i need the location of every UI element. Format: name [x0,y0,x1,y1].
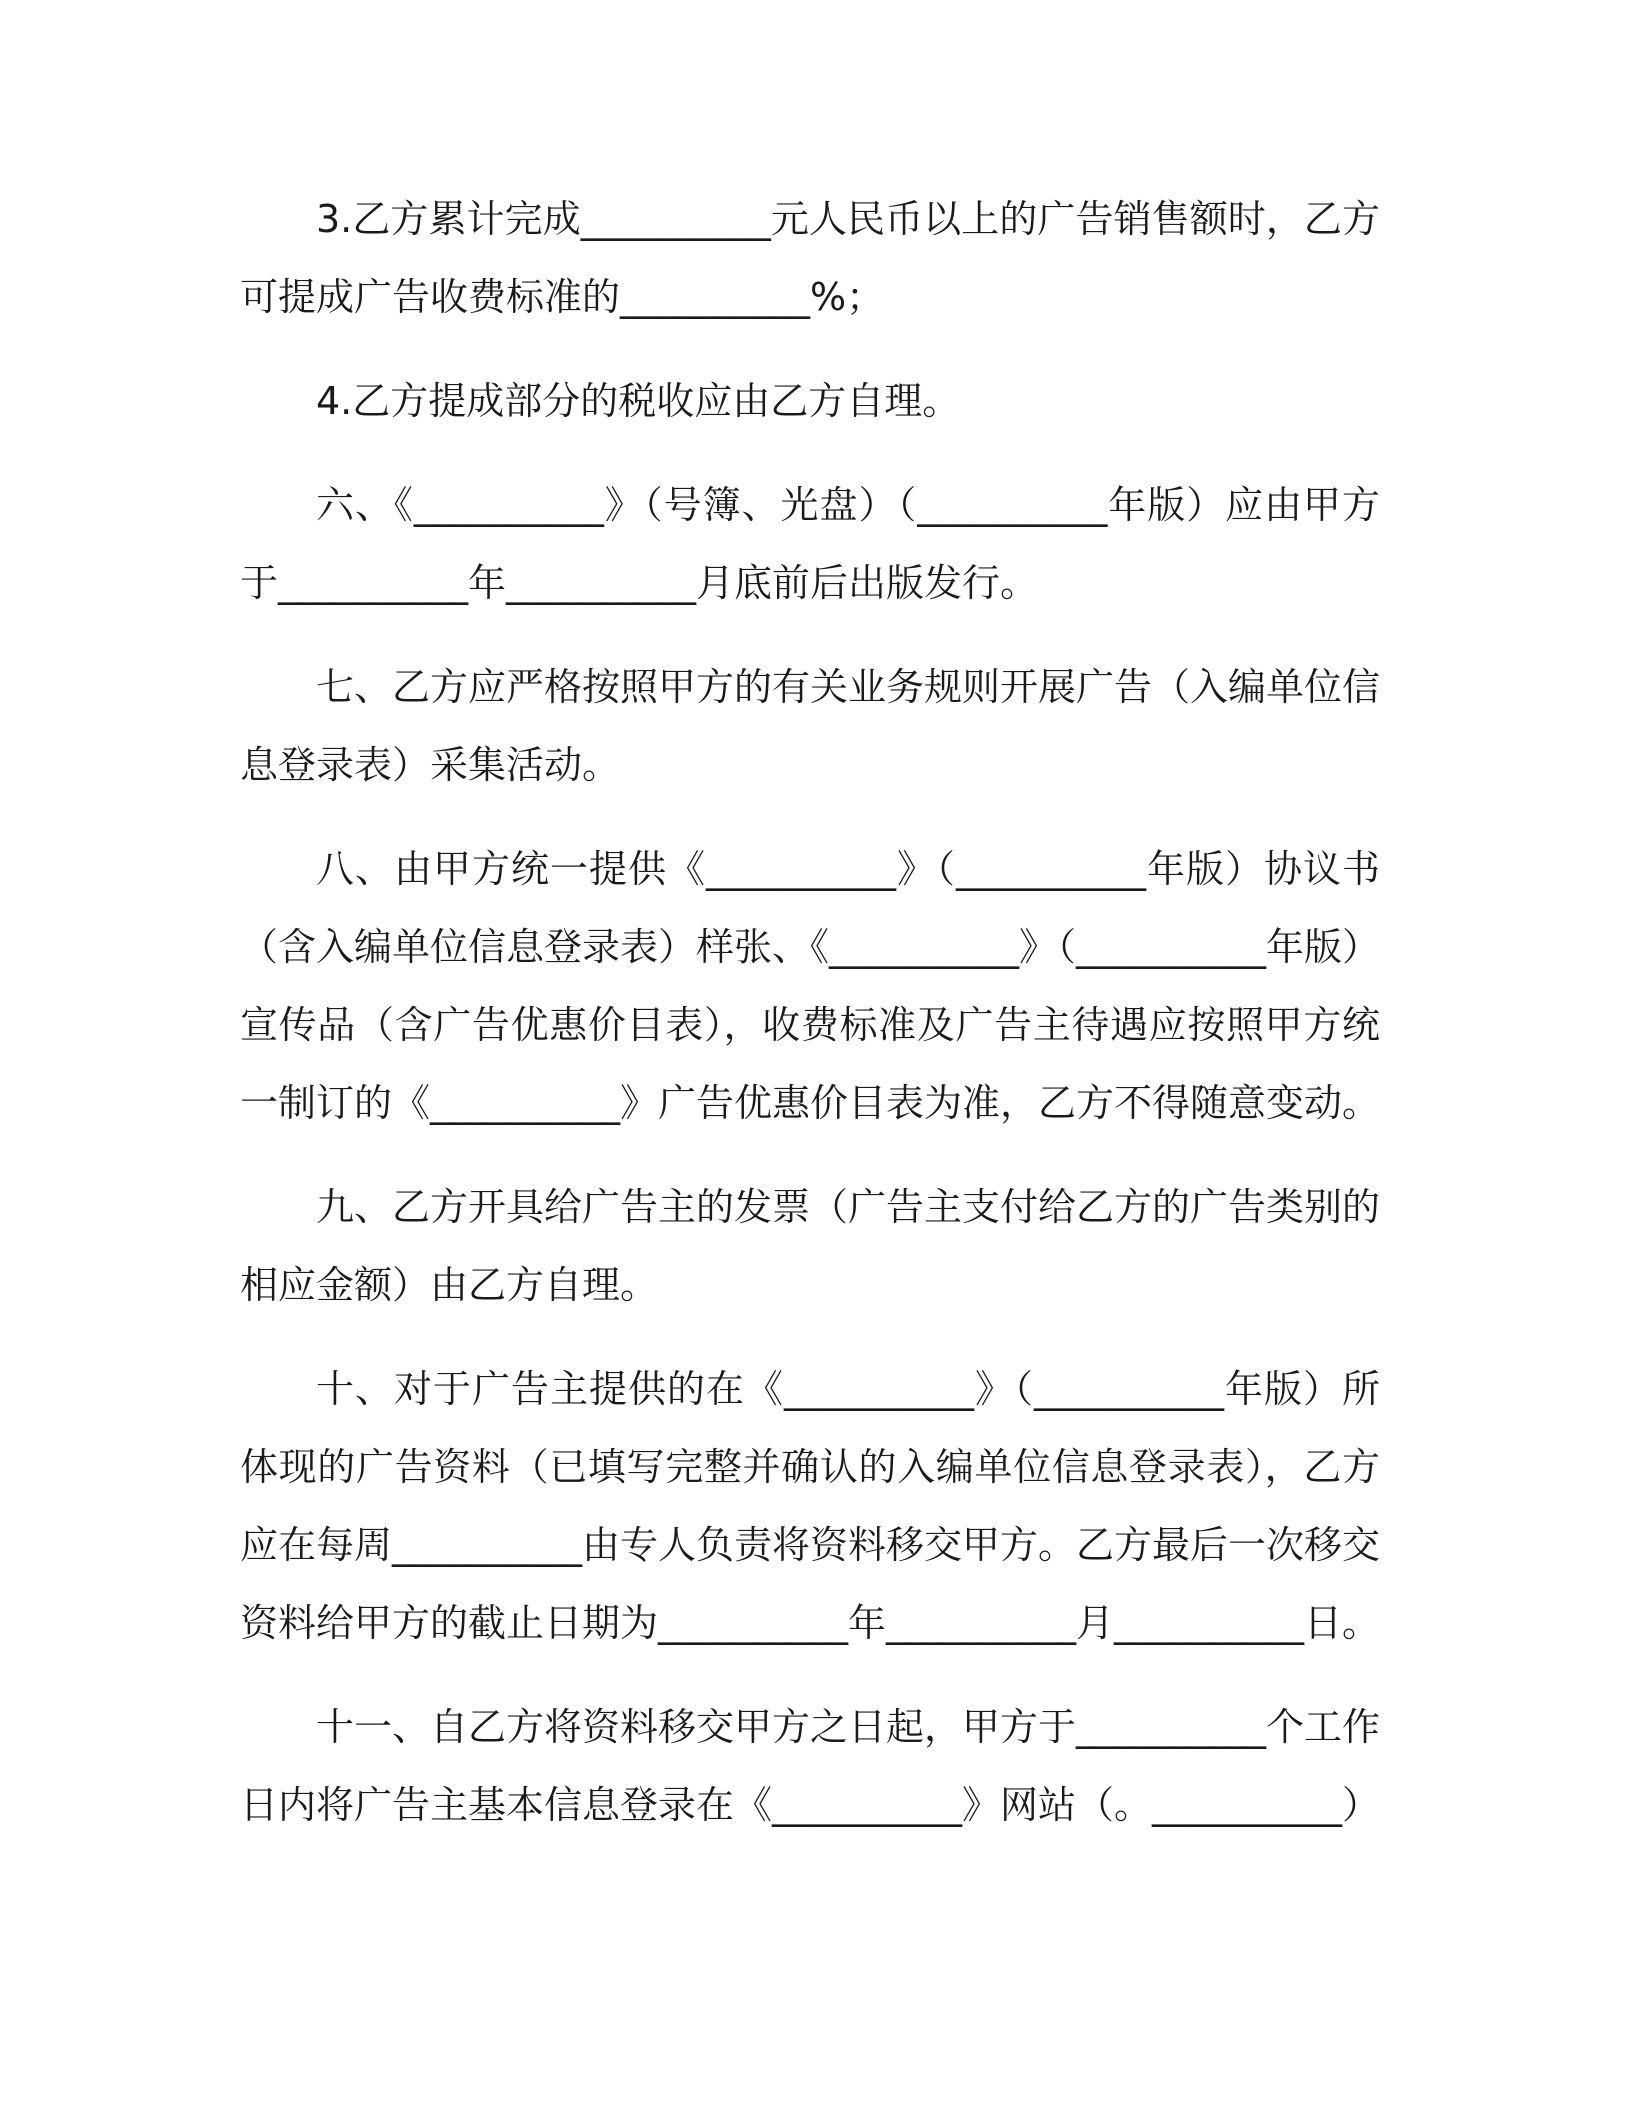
clause-7-business-rules: 七、乙方应严格按照甲方的有关业务规则开展广告（入编单位信息登录表）采集活动。 [240,665,1381,787]
clause-11-website-registration: 十一、自乙方将资料移交甲方之日起，甲方于__________个工作日内将广告主基本信息登录在《__________》网站（。__________） [240,1705,1381,1827]
clause-4-commission-tax: 4.乙方提成部分的税收应由乙方自理。 [316,379,961,423]
document-page [240,180,1380,1870]
clause-9-invoices: 九、乙方开具给广告主的发票（广告主支付给乙方的广告类别的相应金额）由乙方自理。 [240,1185,1381,1307]
clause-10-material-handover: 十、对于广告主提供的在《__________》（__________年版）所体现的广告资料（已填写完整并确认的入编单位信息登录表），乙方应在每周__________由专人负责将资料移交甲方。乙方最后一次移交资料给甲方的截止日期为__________年__________月__________日。 [240,1367,1381,1645]
clause-3-commission-threshold: 3.乙方累计完成__________元人民币以上的广告销售额时，乙方可提成广告收费标准的__________%； [240,197,1380,319]
clause-8-materials-pricing: 八、由甲方统一提供《__________》（__________年版）协议书（含入编单位信息登录表）样张、《__________》（__________年版）宣传品（含广告优惠价目表），收费标准及广告主待遇应按照甲方统一制订的《__________》广告优惠价目表为准，乙方不得随意变动。 [240,847,1381,1125]
clause-6-publication-date: 六、《__________》（号簿、光盘）（__________年版）应由甲方于__________年__________月底前后出版发行。 [240,483,1380,605]
